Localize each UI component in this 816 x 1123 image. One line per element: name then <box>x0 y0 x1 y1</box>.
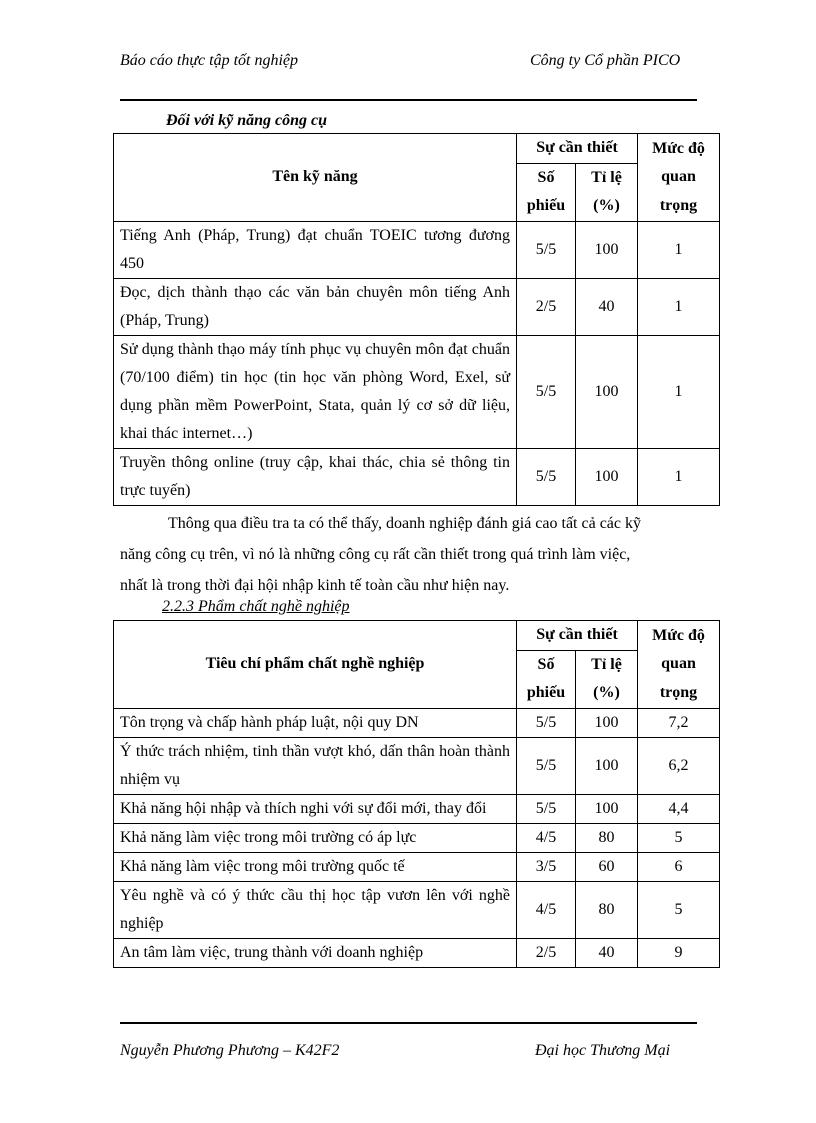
votes-cell: 2/5 <box>517 278 576 335</box>
rate-cell: 100 <box>576 708 638 737</box>
rate-cell: 100 <box>576 221 638 278</box>
votes-header-line2: phiếu <box>526 197 566 214</box>
table-row <box>114 335 720 448</box>
table-row <box>114 938 720 967</box>
votes-cell: 2/5 <box>517 938 576 967</box>
table-row <box>114 852 720 881</box>
votes-cell: 5/5 <box>517 794 576 823</box>
paragraph-line: năng công cụ trên, vì nó là những công cụ rất cần thiết trong quá trình làm việc, <box>120 546 631 563</box>
votes-cell: 3/5 <box>517 852 576 881</box>
table-row <box>114 737 720 794</box>
column-header-necessity: Sự cần thiết <box>517 134 638 164</box>
rate-cell: 40 <box>576 938 638 967</box>
importance-cell: 7,2 <box>638 708 720 737</box>
rate-cell: 60 <box>576 852 638 881</box>
rate-cell: 100 <box>576 794 638 823</box>
table-row <box>114 448 720 505</box>
criteria-cell: Khả năng làm việc trong môi trường quốc tế <box>114 852 517 881</box>
paragraph-line: Thông qua điều tra ta có thể thấy, doanh nghiệp đánh giá cao tất cả các kỹ <box>168 515 641 532</box>
importance-cell: 4,4 <box>638 794 720 823</box>
footer-university: Đại học Thương Mại <box>535 1042 671 1059</box>
analysis-paragraph <box>120 508 698 601</box>
importance-header-line1: Mức độ <box>652 626 705 644</box>
importance-cell: 1 <box>638 335 720 448</box>
criteria-cell: Yêu nghề và có ý thức cầu thị học tập vươn lên với nghề nghiệp <box>114 881 517 938</box>
rate-cell: 100 <box>576 335 638 448</box>
criteria-cell: Khả năng hội nhập và thích nghi với sự đổi mới, thay đổi <box>114 794 517 823</box>
rate-cell: 80 <box>576 823 638 852</box>
column-header-importance <box>638 134 720 222</box>
footer-divider <box>120 1022 697 1024</box>
footer-author: Nguyễn Phương Phương – K42F2 <box>120 1042 340 1059</box>
column-header-rate <box>576 163 638 221</box>
table-header-row <box>114 621 720 651</box>
rate-header-line2: (%) <box>593 684 620 701</box>
table-row <box>114 278 720 335</box>
column-header-necessity: Sự cần thiết <box>517 621 638 651</box>
table-row <box>114 881 720 938</box>
importance-cell: 6 <box>638 852 720 881</box>
skill-name-cell: Sử dụng thành thạo máy tính phục vụ chuyên môn đạt chuẩn (70/100 điểm) tin học (tin học văn phòng Word, Exel, sử dụng phần mềm PowerPoint, Stata, quản lý cơ sở dữ liệu, khai thác internet…) <box>114 335 517 448</box>
column-header-criteria: Tiêu chí phẩm chất nghề nghiệp <box>114 621 517 709</box>
rate-header-line2: (%) <box>593 197 620 214</box>
votes-header-line1: Số <box>537 168 555 186</box>
column-header-skill-name: Tên kỹ năng <box>114 134 517 222</box>
importance-cell: 1 <box>638 448 720 505</box>
column-header-importance <box>638 621 720 709</box>
votes-header-line2: phiếu <box>526 684 566 701</box>
rate-cell: 80 <box>576 881 638 938</box>
column-header-votes <box>517 650 576 708</box>
rate-header-line1: Tỉ lệ <box>591 655 622 673</box>
votes-cell: 5/5 <box>517 335 576 448</box>
importance-header-line3: trọng <box>659 683 698 701</box>
importance-header-line1: Mức độ <box>652 139 705 157</box>
section-heading: 2.2.3 Phẩm chất nghề nghiệp <box>162 598 350 615</box>
importance-cell: 5 <box>638 823 720 852</box>
votes-header-line1: Số <box>537 655 555 673</box>
skill-name-cell: Đọc, dịch thành thạo các văn bản chuyên môn tiếng Anh (Pháp, Trung) <box>114 278 517 335</box>
votes-cell: 5/5 <box>517 448 576 505</box>
table-row <box>114 823 720 852</box>
table1-caption: Đối với kỹ năng công cụ <box>166 112 328 129</box>
rate-header-line1: Tỉ lệ <box>591 168 622 186</box>
skill-name-cell: Tiếng Anh (Pháp, Trung) đạt chuẩn TOEIC tương đương 450 <box>114 221 517 278</box>
header-company-name: Công ty Cổ phần PICO <box>530 52 681 69</box>
table-row <box>114 221 720 278</box>
table-row <box>114 794 720 823</box>
skill-name-cell: Truyền thông online (truy cập, khai thác, chia sẻ thông tin trực tuyến) <box>114 448 517 505</box>
column-header-votes <box>517 163 576 221</box>
rate-cell: 100 <box>576 737 638 794</box>
tool-skills-table <box>113 133 720 506</box>
importance-cell: 1 <box>638 221 720 278</box>
votes-cell: 4/5 <box>517 823 576 852</box>
importance-cell: 1 <box>638 278 720 335</box>
criteria-cell: An tâm làm việc, trung thành với doanh nghiệp <box>114 938 517 967</box>
professional-qualities-table <box>113 620 720 968</box>
importance-header-line3: trọng <box>659 196 698 214</box>
importance-cell: 5 <box>638 881 720 938</box>
table-row <box>114 708 720 737</box>
importance-cell: 9 <box>638 938 720 967</box>
paragraph-line: nhất là trong thời đại hội nhập kinh tế toàn cầu như hiện nay. <box>120 577 510 594</box>
importance-header-line2: quan <box>661 168 696 185</box>
header-report-title: Báo cáo thực tập tốt nghiệp <box>120 52 299 69</box>
rate-cell: 40 <box>576 278 638 335</box>
table-header-row <box>114 134 720 164</box>
rate-cell: 100 <box>576 448 638 505</box>
importance-header-line2: quan <box>661 655 696 672</box>
column-header-rate <box>576 650 638 708</box>
criteria-cell: Khả năng làm việc trong môi trường có áp lực <box>114 823 517 852</box>
votes-cell: 4/5 <box>517 881 576 938</box>
criteria-cell: Tôn trọng và chấp hành pháp luật, nội quy DN <box>114 708 517 737</box>
votes-cell: 5/5 <box>517 221 576 278</box>
criteria-cell: Ý thức trách nhiệm, tinh thần vượt khó, dấn thân hoàn thành nhiệm vụ <box>114 737 517 794</box>
header-divider <box>120 99 697 101</box>
votes-cell: 5/5 <box>517 737 576 794</box>
votes-cell: 5/5 <box>517 708 576 737</box>
importance-cell: 6,2 <box>638 737 720 794</box>
